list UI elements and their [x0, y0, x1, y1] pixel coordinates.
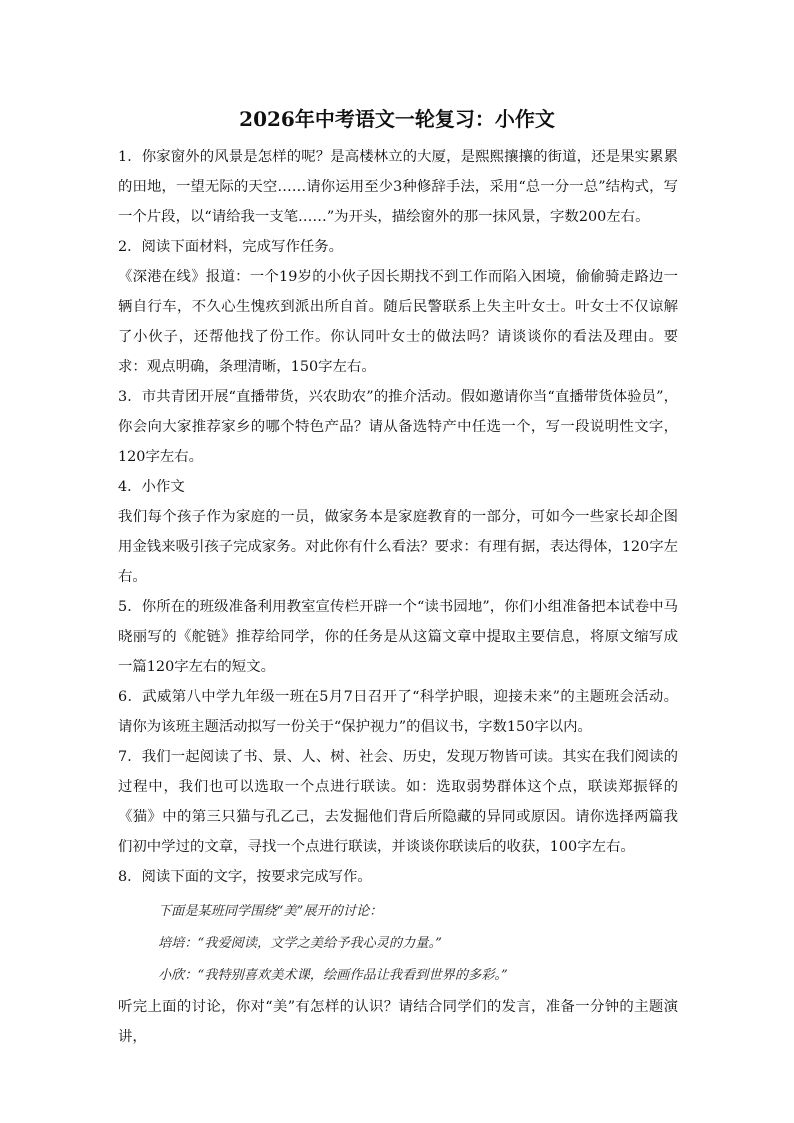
question-7: 7．我们一起阅读了书、景、人、树、社会、历史，发现万物皆可读。其实在我们阅读的过程中，我们也可以选取一个点进行联读。如：选取弱势群体这个点，联读郑振铎的《猫》中的第三只猫与孔乙己，去发掘他们背后所隐藏的异同或原因。请你选择两篇我们初中学过的文章，寻找一个点进行联读，并谈谈你联读后的收获，100字左右。 [118, 749, 678, 855]
discussion-quote-peipei: 培培：“我爱阅读，文学之美给予我心灵的力量。” [158, 936, 442, 951]
question-3: 3．市共青团开展“直播带货，兴农助农”的推介活动。假如邀请你当“直播带货体验员”，你会向大家推荐家乡的哪个特色产品？请从备选特产中任选一个，写一段说明性文字，120字左右。 [118, 389, 678, 465]
question-2: 2．阅读下面材料，完成写作任务。 [118, 239, 344, 255]
document-title: 2026年中考语文一轮复习：小作文 [239, 107, 555, 131]
question-4-material: 我们每个孩子作为家庭的一员，做家务本是家庭教育的一部分，可如今一些家长却企图用金钱来吸引孩子完成家务。对此你有什么看法？要求：有理有据，表达得体，120字左右。 [118, 509, 678, 585]
question-6: 6．武威第八中学九年级一班在5月7日召开了“科学护眼，迎接未来”的主题班会活动。请你为该班主题活动拟写一份关于“保护视力”的倡议书，字数150字以内。 [118, 689, 678, 735]
discussion-intro: 下面是某班同学围绕“美”展开的讨论： [158, 904, 383, 919]
question-8-prompt: 听完上面的讨论，你对“美”有怎样的认识？请结合同学们的发言，准备一分钟的主题演讲， [118, 999, 678, 1045]
question-5: 5．你所在的班级准备利用教室宣传栏开辟一个“读书园地”，你们小组准备把本试卷中马晓丽写的《舵链》推荐给同学，你的任务是从这篇文章中提取主要信息，将原文缩写成一篇120字左右的短文。 [118, 599, 678, 675]
question-4: 4．小作文 [118, 479, 185, 495]
question-1: 1．你家窗外的风景是怎样的呢？是高楼林立的大厦，是熙熙攘攘的街道，还是果实累累的田地，一望无际的天空……请你运用至少3种修辞手法，采用“总一分一总”结构式，写一个片段，以“请给我一支笔……”为开头，描绘窗外的那一抹风景，字数200左右。 [118, 149, 678, 225]
question-2-material: 《深港在线》报道：一个19岁的小伙子因长期找不到工作而陷入困境，偷偷骑走路边一辆自行车，不久心生愧疚到派出所自首。随后民警联系上失主叶女士。叶女士不仅谅解了小伙子，还帮他找了份工作。你认同叶女士的做法吗？请谈谈你的看法及理由。要求：观点明确，条理清晰，150字左右。 [118, 269, 678, 375]
question-8: 8．阅读下面的文字，按要求完成写作。 [118, 869, 372, 885]
document-body [118, 142, 678, 1052]
discussion-quote-xiaoxin: 小欣：“我特别喜欢美术课，绘画作品让我看到世界的多彩。” [158, 968, 508, 983]
